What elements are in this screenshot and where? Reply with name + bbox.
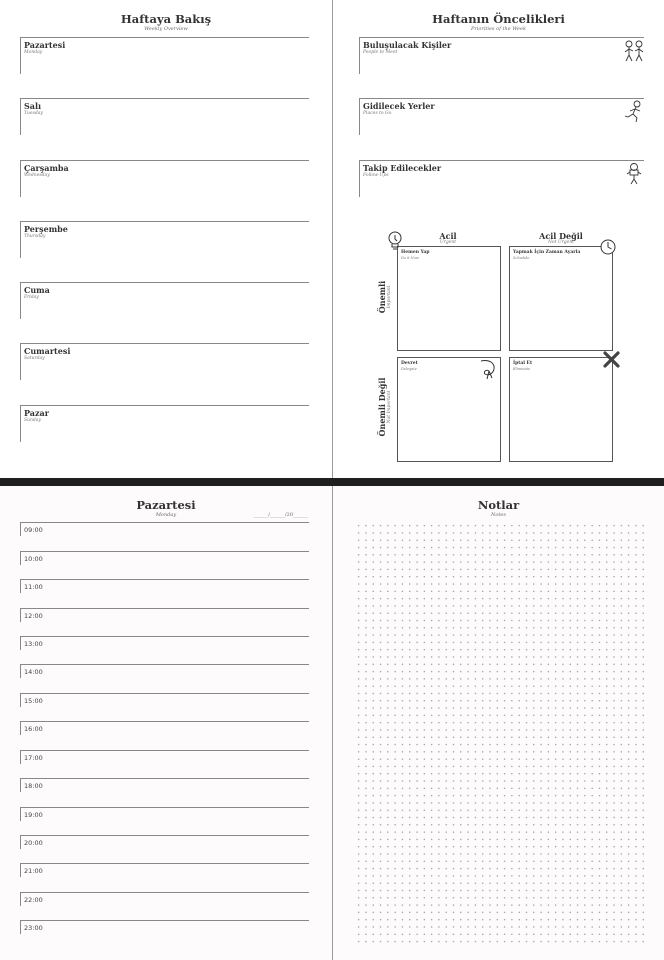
day-section-thursday[interactable] xyxy=(20,221,309,258)
notes-page xyxy=(333,486,664,960)
section-label: Takip Edilecekler xyxy=(363,163,442,173)
quadrant-label: Yapmak İçin Zaman Ayarla xyxy=(513,250,581,255)
section-label: Gidilecek Yerler xyxy=(363,101,435,111)
day-sublabel: Saturday xyxy=(24,356,45,361)
day-section-monday[interactable] xyxy=(20,37,309,74)
time-slot[interactable] xyxy=(20,522,309,536)
cross-mark-icon xyxy=(603,351,620,368)
section-sublabel: Follow-Ups xyxy=(363,173,389,178)
time-label: 22:00 xyxy=(24,896,43,904)
priorities-page xyxy=(333,0,664,478)
quadrant-sublabel: Do it Now xyxy=(401,256,419,260)
page-title: Haftanın Öncelikleri xyxy=(432,12,565,26)
quadrant-do-now[interactable] xyxy=(397,246,501,351)
page-subtitle: Weekly Overview xyxy=(144,26,188,32)
day-sublabel: Monday xyxy=(24,50,43,55)
time-slot[interactable] xyxy=(20,807,309,821)
row-sublabel: Important xyxy=(387,285,392,309)
day-section-sunday[interactable] xyxy=(20,405,309,442)
clock-icon xyxy=(599,238,617,256)
time-label: 17:00 xyxy=(24,754,43,762)
time-slot[interactable] xyxy=(20,636,309,650)
time-slot[interactable] xyxy=(20,778,309,792)
day-section-tuesday[interactable] xyxy=(20,98,309,135)
time-slot[interactable] xyxy=(20,721,309,735)
dot-grid-notes-area[interactable] xyxy=(355,522,647,946)
not-urgent-column-header: Acil Değil xyxy=(539,231,583,241)
hand-pointing-icon xyxy=(477,357,499,383)
running-figure-icon xyxy=(622,99,646,125)
time-label: 16:00 xyxy=(24,725,43,733)
day-section-saturday[interactable] xyxy=(20,343,309,380)
day-section-wednesday[interactable] xyxy=(20,160,309,197)
page-subtitle: Notes xyxy=(491,512,506,518)
time-label: 11:00 xyxy=(24,583,43,591)
time-slot[interactable] xyxy=(20,579,309,593)
page-title: Haftaya Bakış xyxy=(120,12,212,26)
not-important-row-label xyxy=(377,362,397,452)
time-label: 20:00 xyxy=(24,839,43,847)
quadrant-label: Hemen Yap xyxy=(401,250,430,255)
row-label: Önemli xyxy=(377,280,387,314)
places-to-go-section[interactable] xyxy=(359,98,644,135)
quadrant-sublabel: Delegate xyxy=(401,367,417,371)
quadrant-label: İptal Et xyxy=(513,361,533,366)
quadrant-sublabel: Schedule xyxy=(513,256,530,260)
urgent-column-header: Acil xyxy=(439,231,457,241)
daily-schedule-page xyxy=(0,486,332,960)
section-sublabel: Places to Go xyxy=(363,111,392,116)
day-label: Perşembe xyxy=(24,224,68,234)
day-label: Cuma xyxy=(24,285,50,295)
quadrant-schedule[interactable] xyxy=(509,246,613,351)
quadrant-eliminate[interactable] xyxy=(509,357,613,462)
day-label: Cumartesi xyxy=(24,346,71,356)
day-sublabel: Tuesday xyxy=(24,111,43,116)
day-label: Çarşamba xyxy=(24,163,69,173)
urgent-column-subheader: Urgent xyxy=(439,240,457,245)
follow-ups-section[interactable] xyxy=(359,160,644,197)
section-label: Buluşulacak Kişiler xyxy=(363,40,452,50)
time-slot[interactable] xyxy=(20,693,309,707)
not-urgent-column-subheader: Not Urgent xyxy=(547,240,575,245)
time-slot[interactable] xyxy=(20,608,309,622)
time-slot[interactable] xyxy=(20,551,309,565)
page-subtitle: Priorities of the Week xyxy=(471,26,526,32)
time-label: 12:00 xyxy=(24,612,43,620)
people-icon xyxy=(622,38,646,64)
day-sublabel: Thursday xyxy=(24,234,46,239)
weekly-overview-page xyxy=(0,0,332,478)
date-field[interactable]: ______/______/20______ xyxy=(253,512,308,518)
figure-with-sign-icon xyxy=(622,161,646,187)
lightbulb-icon xyxy=(386,230,404,252)
time-label: 21:00 xyxy=(24,867,43,875)
time-slot[interactable] xyxy=(20,750,309,764)
time-slot[interactable] xyxy=(20,835,309,849)
people-to-meet-section[interactable] xyxy=(359,37,644,74)
time-label: 15:00 xyxy=(24,697,43,705)
time-label: 19:00 xyxy=(24,811,43,819)
time-slot[interactable] xyxy=(20,863,309,877)
day-label: Pazar xyxy=(24,408,49,418)
row-label: Önemli Değil xyxy=(377,377,387,437)
day-label: Salı xyxy=(24,101,42,111)
time-slot[interactable] xyxy=(20,664,309,678)
day-section-friday[interactable] xyxy=(20,282,309,319)
quadrant-label: Devret xyxy=(401,361,418,366)
row-sublabel: Not Important xyxy=(387,390,392,424)
time-label: 10:00 xyxy=(24,555,43,563)
time-slot[interactable] xyxy=(20,892,309,906)
time-slot[interactable] xyxy=(20,920,309,934)
day-sublabel: Sunday xyxy=(24,418,41,423)
page-title: Notlar xyxy=(477,498,520,512)
time-label: 14:00 xyxy=(24,668,43,676)
quadrant-sublabel: Eliminate xyxy=(513,367,531,371)
time-label: 18:00 xyxy=(24,782,43,790)
time-label: 09:00 xyxy=(24,526,43,534)
important-row-label xyxy=(377,257,397,337)
time-label: 13:00 xyxy=(24,640,43,648)
spread-divider xyxy=(0,478,664,486)
time-label: 23:00 xyxy=(24,924,43,932)
day-sublabel: Friday xyxy=(24,295,39,300)
page-title: Pazartesi xyxy=(136,498,196,512)
day-sublabel: Wednesday xyxy=(24,173,50,178)
day-label: Pazartesi xyxy=(24,40,66,50)
section-sublabel: People to Meet xyxy=(363,50,398,55)
page-subtitle: Monday xyxy=(155,512,177,518)
